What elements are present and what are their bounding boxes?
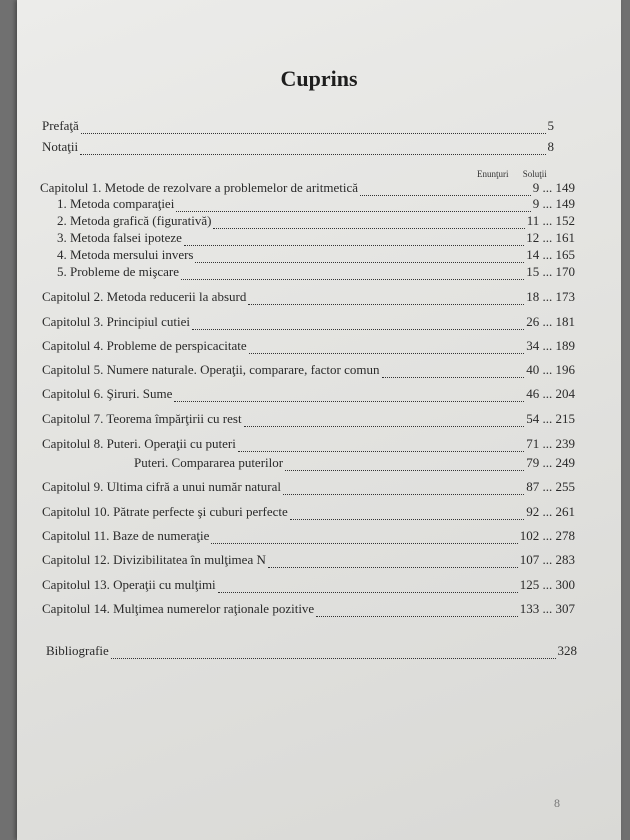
leader-dots xyxy=(268,555,518,568)
toc-row-chapter-14 xyxy=(42,601,575,617)
toc-row-chapter-2 xyxy=(42,289,575,305)
toc-row-chapter-11 xyxy=(42,528,575,544)
toc-row-chapter-3 xyxy=(42,314,575,330)
toc-pages: 26 ... 181 xyxy=(526,314,575,329)
toc-row-chapter-5 xyxy=(42,362,575,378)
leader-dots xyxy=(81,121,546,134)
toc-pages: 79 ... 249 xyxy=(526,455,575,470)
toc-label: Capitolul 2. Metoda reducerii la absurd xyxy=(42,289,247,304)
toc-row-section-1-1 xyxy=(57,196,575,212)
toc-pages: 14 ... 165 xyxy=(526,247,575,262)
toc-label: Puteri. Compararea puterilor xyxy=(134,455,284,470)
toc-pages: 9 ... 149 xyxy=(532,180,575,195)
toc-row-chapter-13 xyxy=(42,577,575,593)
leader-dots xyxy=(283,482,524,495)
column-solutii: Soluţii xyxy=(522,169,547,179)
toc-label: Capitolul 9. Ultima cifră a unui număr natural xyxy=(42,479,281,494)
toc-label: Capitolul 6. Şiruri. Sume xyxy=(42,386,173,401)
toc-label: 3. Metoda falsei ipoteze xyxy=(57,230,182,245)
leader-dots xyxy=(192,317,524,330)
toc-label: Capitolul 7. Teorema împărţirii cu rest xyxy=(42,411,242,426)
toc-label: Capitolul 1. Metode de rezolvare a problemelor de aritmetică xyxy=(40,180,359,195)
leader-dots xyxy=(80,142,545,155)
toc-pages: 40 ... 196 xyxy=(526,362,575,377)
toc-row-prefata xyxy=(42,118,554,134)
toc-row-notatii xyxy=(42,139,554,155)
toc-label: 4. Metoda mersului invers xyxy=(57,247,194,262)
toc-pages: 11 ... 152 xyxy=(526,213,575,228)
page-title: Cuprins xyxy=(280,66,358,91)
toc-row-section-1-4 xyxy=(57,247,575,263)
leader-dots xyxy=(111,646,556,659)
toc-label: 2. Metoda grafică (figurativă) xyxy=(57,213,212,228)
toc-pages: 92 ... 261 xyxy=(526,504,575,519)
leader-dots xyxy=(211,531,517,544)
leader-dots xyxy=(238,439,524,452)
toc-pages: 15 ... 170 xyxy=(526,264,575,279)
toc-row-bibliografie xyxy=(46,643,577,659)
toc-row-chapter-12 xyxy=(42,552,575,568)
toc-label: 5. Probleme de mişcare xyxy=(57,264,180,279)
toc-label: Bibliografie xyxy=(46,643,109,658)
leader-dots xyxy=(181,267,524,280)
toc-page: 328 xyxy=(557,643,577,658)
leader-dots xyxy=(244,414,525,427)
toc-label: Capitolul 13. Operaţii cu mulţimi xyxy=(42,577,216,592)
toc-pages: 34 ... 189 xyxy=(526,338,575,353)
leader-dots xyxy=(195,250,524,263)
toc-label: Capitolul 3. Principiul cutiei xyxy=(42,314,191,329)
leader-dots xyxy=(248,292,524,305)
toc-pages: 71 ... 239 xyxy=(526,436,575,451)
toc-pages: 46 ... 204 xyxy=(526,386,575,401)
toc-pages: 9 ... 149 xyxy=(532,196,575,211)
toc-row-chapter-7 xyxy=(42,411,575,427)
toc-row-chapter-10 xyxy=(42,504,575,520)
toc-label: Capitolul 12. Divizibilitatea în mulţimea N xyxy=(42,552,266,567)
leader-dots xyxy=(249,341,525,354)
toc-label: Capitolul 11. Baze de numeraţie xyxy=(42,528,210,543)
toc-label: Capitolul 14. Mulţimea numerelor raţionale pozitive xyxy=(42,601,315,616)
toc-label: 1. Metoda comparaţiei xyxy=(57,196,175,211)
toc-pages: 125 ... 300 xyxy=(519,577,575,592)
toc-page: 8 xyxy=(547,139,554,154)
toc-row-section-1-2 xyxy=(57,213,575,229)
leader-dots xyxy=(176,199,530,212)
page xyxy=(17,0,621,840)
leader-dots xyxy=(285,458,524,471)
toc-row-section-1-5 xyxy=(57,264,575,280)
toc-pages: 54 ... 215 xyxy=(526,411,575,426)
leader-dots xyxy=(174,389,524,402)
toc-page: 5 xyxy=(547,118,554,133)
leader-dots xyxy=(218,580,518,593)
toc-row-section-1-3 xyxy=(57,230,575,246)
leader-dots xyxy=(184,233,524,246)
toc-row-chapter-8 xyxy=(42,436,575,452)
toc-label: Capitolul 10. Pătrate perfecte şi cuburi perfecte xyxy=(42,504,288,519)
toc-row-chapter-6 xyxy=(42,386,575,402)
column-headers xyxy=(477,169,559,179)
page-number: 8 xyxy=(554,796,560,810)
toc-label: Capitolul 8. Puteri. Operaţii cu puteri xyxy=(42,436,236,451)
toc-row-chapter-8-sub xyxy=(134,455,575,471)
column-enunturi: Enunţuri xyxy=(477,169,509,179)
toc-pages: 102 ... 278 xyxy=(519,528,575,543)
leader-dots xyxy=(316,604,518,617)
toc-pages: 87 ... 255 xyxy=(526,479,575,494)
leader-dots xyxy=(290,507,524,520)
toc-pages: 12 ... 161 xyxy=(526,230,575,245)
toc-pages: 133 ... 307 xyxy=(519,601,575,616)
toc-pages: 107 ... 283 xyxy=(519,552,575,567)
toc-label: Notaţii xyxy=(42,139,79,154)
toc-pages: 18 ... 173 xyxy=(526,289,575,304)
toc-row-chapter-1 xyxy=(40,180,575,196)
leader-dots xyxy=(382,365,525,378)
toc-label: Capitolul 4. Probleme de perspicacitate xyxy=(42,338,247,353)
toc-row-chapter-4 xyxy=(42,338,575,354)
leader-dots xyxy=(213,216,524,229)
toc-row-chapter-9 xyxy=(42,479,575,495)
toc-label: Capitolul 5. Numere naturale. Operaţii, comparare, factor comun xyxy=(42,362,380,377)
leader-dots xyxy=(360,183,531,196)
toc-label: Prefaţă xyxy=(42,118,79,133)
